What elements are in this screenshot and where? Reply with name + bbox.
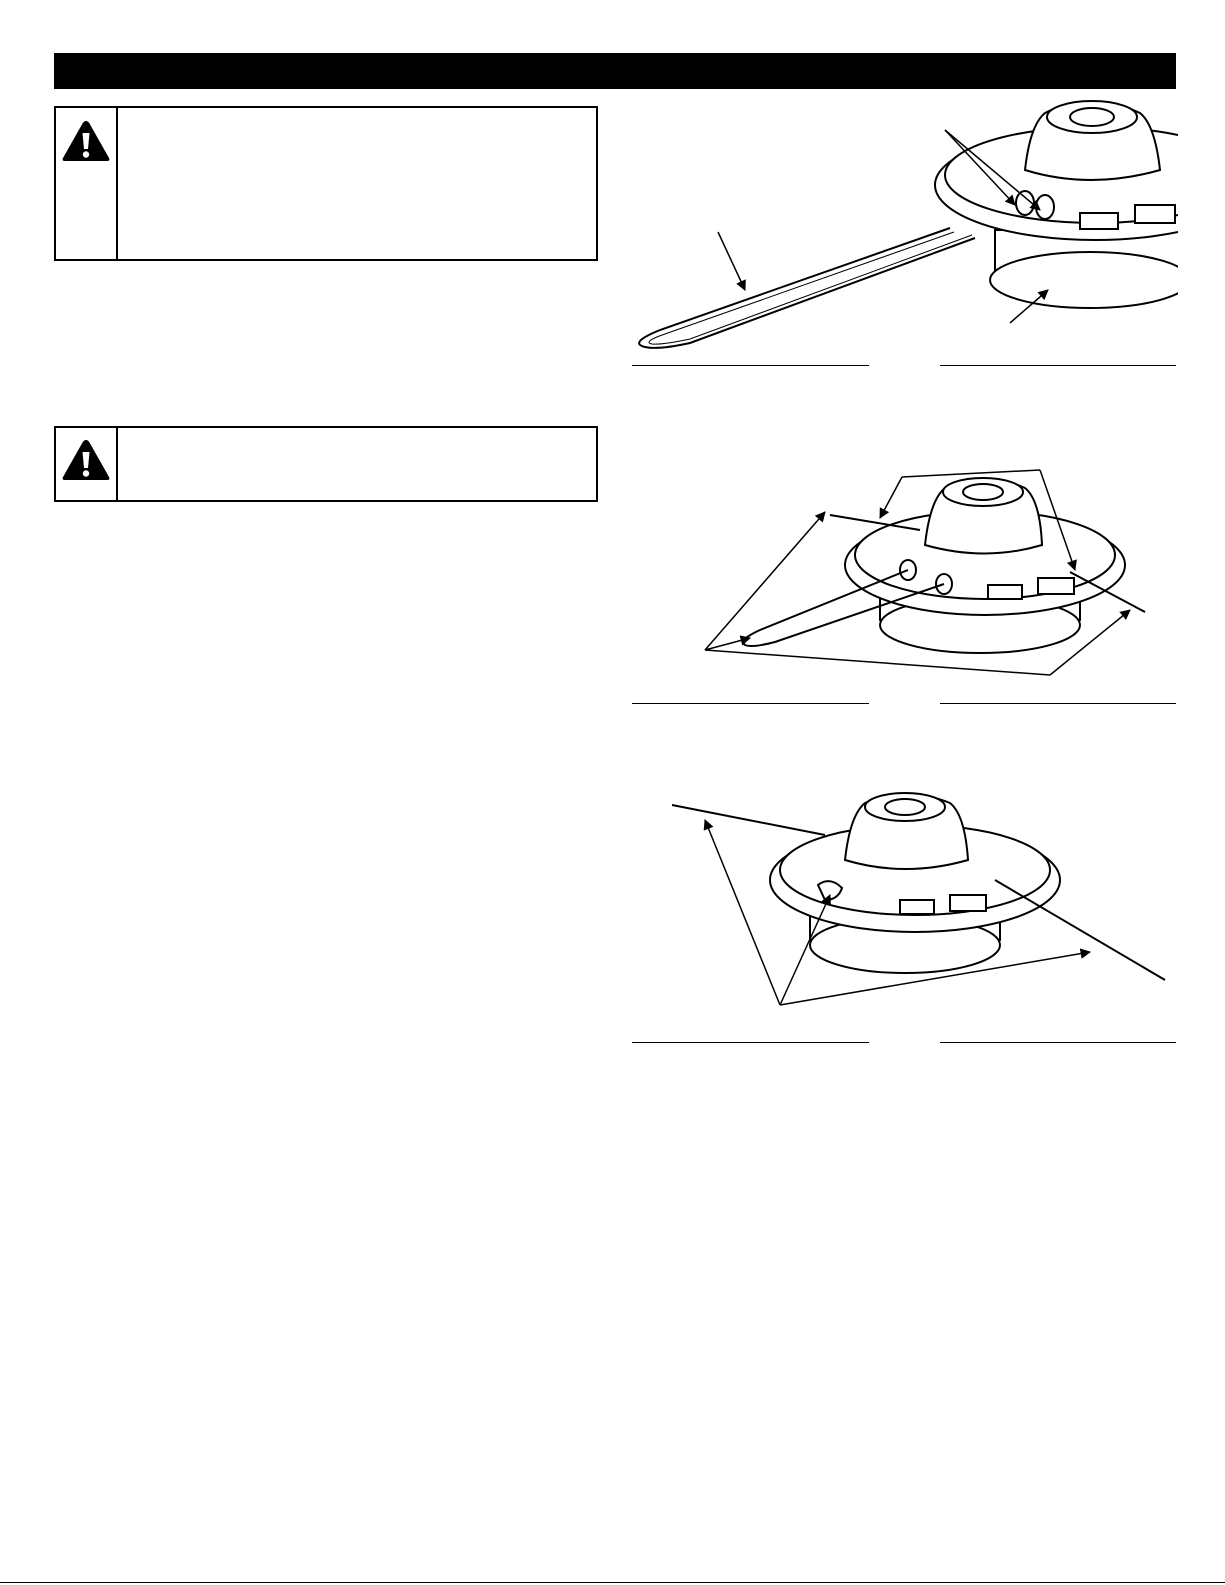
trimmer-head-drawing bbox=[770, 793, 1060, 973]
warning-icon-cell bbox=[56, 108, 118, 259]
warning-box-2 bbox=[54, 426, 598, 502]
figure-3-line-extended bbox=[660, 780, 1175, 1025]
section-header-bar bbox=[54, 53, 1176, 89]
figure-3-rule-left bbox=[632, 1042, 869, 1043]
warning-box-1 bbox=[54, 106, 598, 261]
figure-2-rule-left bbox=[632, 703, 869, 704]
warning-icon-cell bbox=[56, 428, 118, 500]
trimmer-head-drawing bbox=[935, 101, 1180, 308]
warning-triangle-icon bbox=[60, 118, 112, 164]
figure-1-rule-left bbox=[632, 365, 869, 366]
figure-1-rule-right bbox=[940, 365, 1176, 366]
warning-triangle-icon bbox=[60, 437, 112, 483]
line-loop-drawing bbox=[639, 228, 975, 348]
figure-1-line-insertion bbox=[620, 95, 1180, 360]
figure-2-rule-right bbox=[940, 703, 1176, 704]
figure-2-line-threaded bbox=[690, 460, 1170, 685]
figure-3-rule-right bbox=[940, 1042, 1176, 1043]
page-bottom-rule bbox=[0, 1582, 1225, 1583]
